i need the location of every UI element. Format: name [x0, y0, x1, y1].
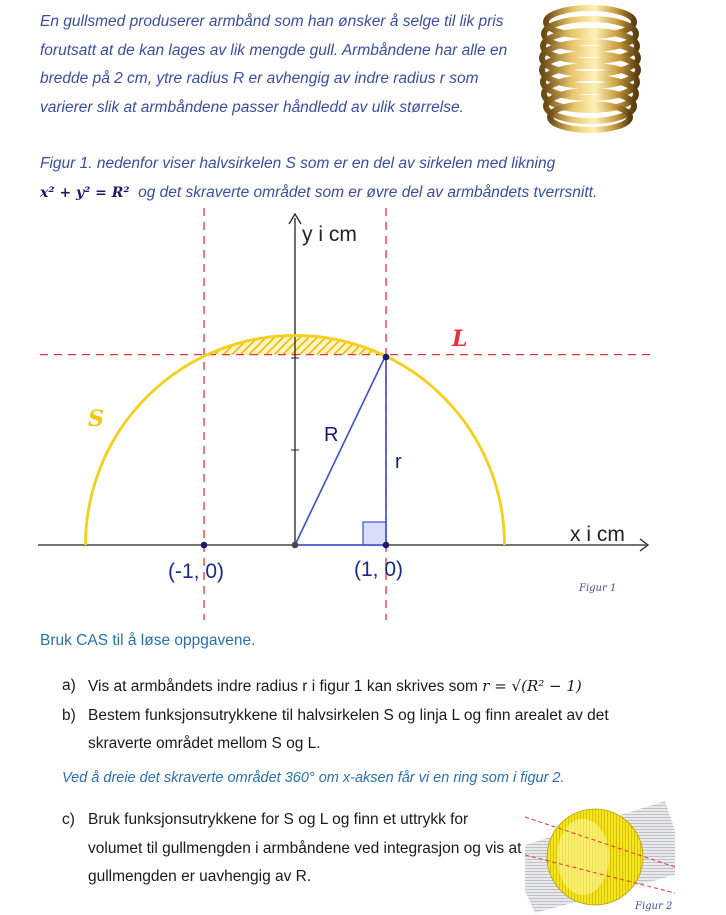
- cas-instruction: Bruk CAS til å løse oppgavene.: [40, 632, 256, 649]
- point-label-plus-1: (1, 0): [354, 558, 404, 581]
- task-list: [62, 672, 662, 759]
- figure-description-after: og det skraverte området som er øvre del av armbåndets tverrsnitt.: [138, 183, 598, 201]
- rotation-note: Ved å dreie det skraverte området 360° om x-aksen får vi en ring som i figur 2.: [62, 770, 565, 786]
- intro-paragraph: En gullsmed produserer armbånd som han ønsker å selge til lik pris forutsatt at de kan lages av lik mengde gull. Armbåndene har alle en bredde på 2 cm, ytre radius R er avhengig av indre radius r som varierer slik at armbåndene passer håndledd av ulik størrelse.: [40, 13, 508, 116]
- figure-1-caption: Figur 1: [579, 583, 617, 594]
- figure-2-caption: Figur 2: [635, 901, 673, 912]
- label-r: r: [395, 451, 402, 473]
- point-minus-1: [201, 542, 208, 549]
- circle-equation: x² + y² = R²: [40, 184, 130, 201]
- task-a-formula: r = √(R² − 1): [482, 677, 582, 695]
- x-axis-label: x i cm: [570, 523, 625, 546]
- point-top-intersection: [383, 354, 390, 361]
- label-S: S: [88, 406, 104, 432]
- task-b: [62, 702, 662, 759]
- task-c: [62, 806, 522, 892]
- figure-2: [525, 795, 675, 913]
- task-c-text: Bruk funksjonsutrykkene for S og L og finn et uttrykk for volumet til gullmengden i armbåndene ved integrasjon og vis at gullmengden er uavhengig av R.: [88, 811, 522, 885]
- task-a: [62, 672, 662, 702]
- task-c-label: c): [62, 811, 75, 828]
- point-origin: [292, 542, 299, 549]
- task-b-text: Bestem funksjonsutrykkene til halvsirkelen S og linja L og finn arealet av det skraverte området mellom S og L.: [88, 706, 609, 752]
- right-angle-marker: [363, 522, 386, 545]
- triangle-hypotenuse-R: [295, 355, 386, 545]
- label-L: L: [452, 326, 468, 352]
- point-label-minus-1: (-1, 0): [168, 560, 225, 583]
- figure-2-highlight: [557, 819, 609, 895]
- label-R: R: [324, 424, 339, 446]
- point-plus-1: [383, 542, 390, 549]
- y-axis-label: y i cm: [302, 223, 357, 246]
- figure-description-before: Figur 1. nedenfor viser halvsirkelen S som er en del av sirkelen med likning: [40, 155, 556, 172]
- task-a-label: a): [62, 677, 76, 694]
- task-a-text: Vis at armbåndets indre radius r i figur 1 kan skrives som: [88, 678, 478, 695]
- task-b-label: b): [62, 706, 76, 724]
